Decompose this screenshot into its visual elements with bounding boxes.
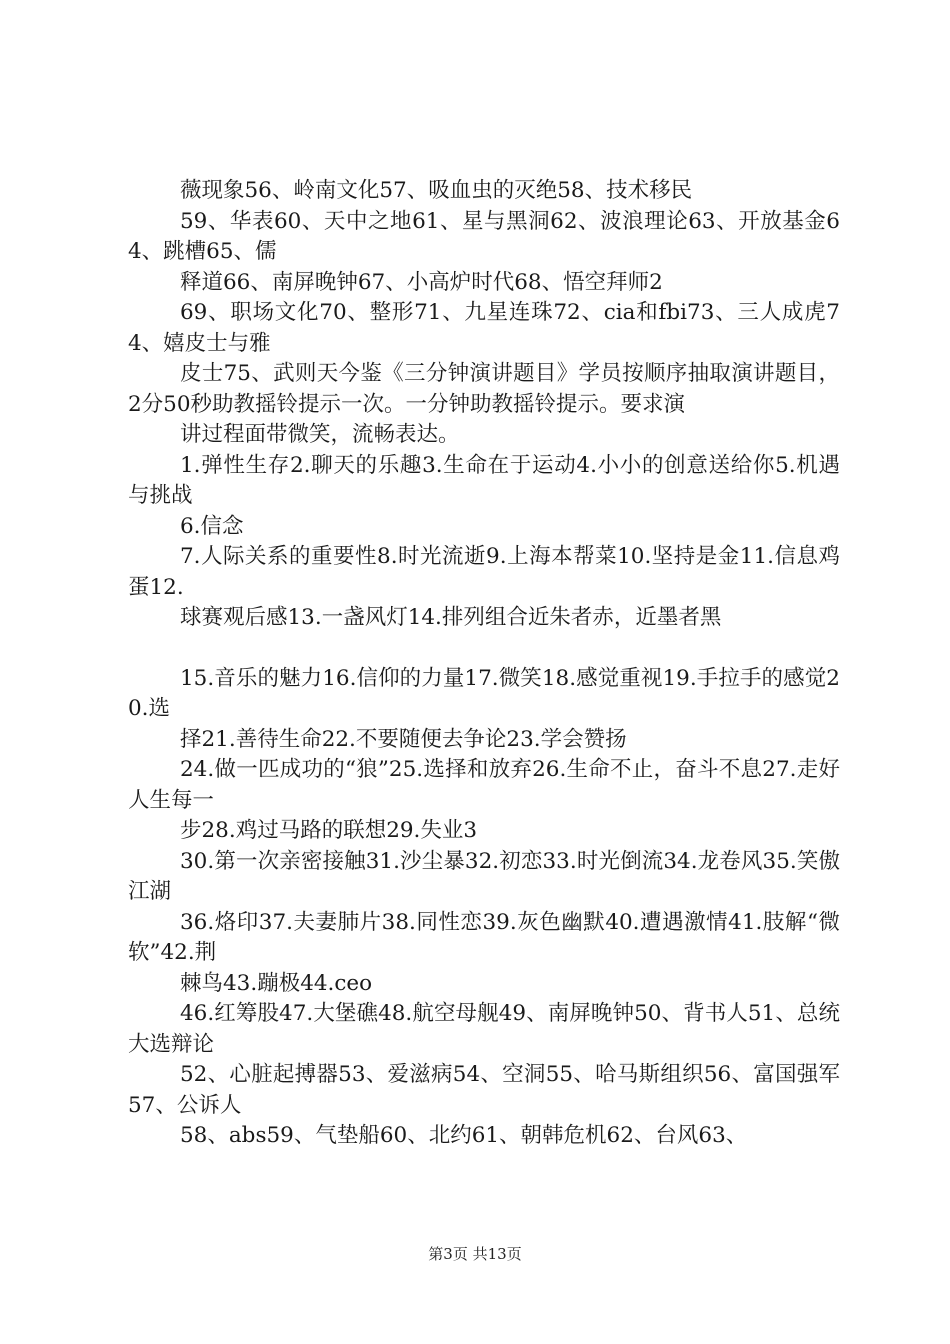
paragraph: 36.烙印37.夫妻肺片38.同性恋39.灰色幽默40.遭遇激情41.肢解“微软”42.荆	[128, 909, 840, 965]
document-body	[128, 176, 840, 1152]
paragraph: 7.人际关系的重要性8.时光流逝9.上海本帮菜10.坚持是金11.信息鸡蛋12.	[128, 544, 840, 600]
paragraph: 30.第一次亲密接触31.沙尘暴32.初恋33.时光倒流34.龙卷风35.笑傲江湖	[128, 848, 840, 904]
paragraph: 69、职场文化70、整形71、九星连珠72、cia和fbi73、三人成虎74、嬉皮士与雅	[128, 300, 840, 356]
page-footer: 第3页 共13页	[428, 1245, 522, 1263]
paragraph: 皮士75、武则天今鉴《三分钟演讲题目》学员按顺序抽取演讲题目，2分50秒助教摇铃提示一次。一分钟助教摇铃提示。要求演	[128, 361, 840, 417]
paragraph: 24.做一匹成功的“狼”25.选择和放弃26.生命不止，奋斗不息27.走好人生每一	[128, 757, 840, 813]
paragraph: 薇现象56、岭南文化57、吸血虫的灭绝58、技术移民	[180, 178, 693, 203]
paragraph: 步28.鸡过马路的联想29.失业3	[180, 818, 478, 843]
paragraph: 棘鸟43.蹦极44.ceo	[180, 970, 373, 996]
paragraph: 46.红筹股47.大堡礁48.航空母舰49、南屏晚钟50、背书人51、总统大选辩论	[128, 1001, 840, 1057]
paragraph: 15.音乐的魅力16.信仰的力量17.微笑18.感觉重视19.手拉手的感觉20.选	[128, 665, 840, 721]
paragraph: 释道66、南屏晚钟67、小高炉时代68、悟空拜师2	[180, 269, 663, 295]
paragraph: 6.信念	[180, 513, 244, 539]
paragraph: 球赛观后感13.一盏风灯14.排列组合近朱者赤，近墨者黑	[180, 605, 722, 630]
paragraph: 讲过程面带微笑，流畅表达。	[180, 422, 460, 447]
paragraph: 59、华表60、天中之地61、星与黑洞62、波浪理论63、开放基金64、跳槽65、儒	[128, 208, 840, 264]
paragraph: 58、abs59、气垫船60、北约61、朝韩危机62、台风63、	[180, 1123, 748, 1148]
paragraph: 52、心脏起搏器53、爱滋病54、空洞55、哈马斯组织56、富国强军57、公诉人	[128, 1062, 840, 1118]
paragraph: 择21.善待生命22.不要随便去争论23.学会赞扬	[180, 726, 627, 752]
paragraph: 1.弹性生存2.聊天的乐趣3.生命在于运动4.小小的创意送给你5.机遇与挑战	[128, 452, 840, 508]
